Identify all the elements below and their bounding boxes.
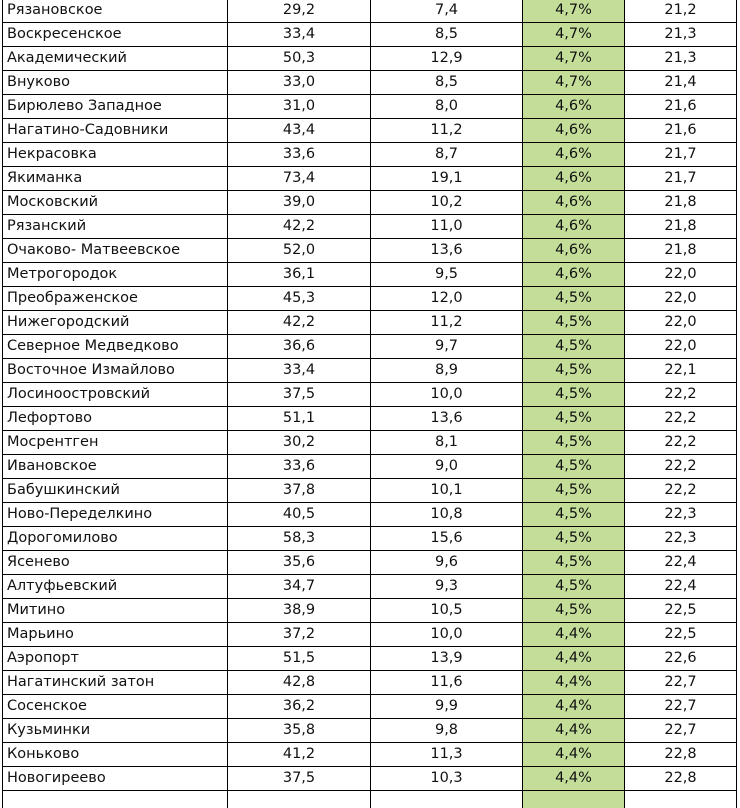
value-cell-2: 42,2 [228, 311, 371, 335]
value-cell-2: 50,3 [228, 47, 371, 71]
value-cell-3: 13,6 [371, 239, 523, 263]
value-cell-3: 11,3 [371, 743, 523, 767]
percent-cell: 4,6% [523, 167, 625, 191]
value-cell-2: 33,0 [228, 71, 371, 95]
percent-cell: 4,5% [523, 551, 625, 575]
table-row [3, 695, 737, 719]
table-row [3, 335, 737, 359]
percent-cell: 4,5% [523, 383, 625, 407]
table-row [3, 359, 737, 383]
value-cell-5: 21,3 [625, 47, 737, 71]
value-cell-5: 22,7 [625, 719, 737, 743]
percent-cell: 4,5% [523, 503, 625, 527]
district-name-cell: Воскресенское [3, 23, 228, 47]
value-cell-5: 21,8 [625, 239, 737, 263]
value-cell-3: 19,1 [371, 167, 523, 191]
value-cell-2: 37,8 [228, 479, 371, 503]
percent-cell: 4,5% [523, 407, 625, 431]
value-cell-5: 22,4 [625, 551, 737, 575]
district-name-cell: Северное Медведково [3, 335, 228, 359]
value-cell-2: 36,2 [228, 695, 371, 719]
table-row [3, 23, 737, 47]
district-name-cell: Бабушкинский [3, 479, 228, 503]
value-cell-3: 8,0 [371, 95, 523, 119]
value-cell-2: 33,6 [228, 455, 371, 479]
value-cell-3: 10,0 [371, 623, 523, 647]
percent-cell: 4,5% [523, 311, 625, 335]
table-row [3, 431, 737, 455]
district-name-cell: Митино [3, 599, 228, 623]
percent-cell: 4,5% [523, 455, 625, 479]
value-cell-5: 22,8 [625, 743, 737, 767]
value-cell-5: 22,3 [625, 527, 737, 551]
value-cell-5: 22,0 [625, 311, 737, 335]
value-cell-5: 22,8 [625, 767, 737, 791]
value-cell-2: 33,4 [228, 359, 371, 383]
table-row [3, 719, 737, 743]
percent-cell: 4,4% [523, 695, 625, 719]
district-name-cell: Некрасовка [3, 143, 228, 167]
value-cell-5: 22,6 [625, 647, 737, 671]
value-cell-2: 40,5 [228, 503, 371, 527]
percent-cell: 4,7% [523, 0, 625, 23]
district-name-cell: Очаково- Матвеевское [3, 239, 228, 263]
value-cell-5: 22,2 [625, 383, 737, 407]
value-cell-3: 10,1 [371, 479, 523, 503]
district-name-cell: Новогиреево [3, 767, 228, 791]
percent-cell: 4,7% [523, 47, 625, 71]
table-row [3, 527, 737, 551]
table-row [3, 71, 737, 95]
value-cell-2: 36,6 [228, 335, 371, 359]
value-cell-3: 10,3 [371, 767, 523, 791]
percent-cell: 4,4% [523, 623, 625, 647]
value-cell-5: 22,3 [625, 503, 737, 527]
district-name-cell: Нагатинский затон [3, 671, 228, 695]
percent-cell: 4,4% [523, 767, 625, 791]
table-row [3, 119, 737, 143]
district-name-cell: Метрогородок [3, 263, 228, 287]
percent-cell: 4,4% [523, 647, 625, 671]
table-row [3, 767, 737, 791]
value-cell-2: 39,0 [228, 191, 371, 215]
table-row [3, 479, 737, 503]
district-name-cell: Восточное Измайлово [3, 359, 228, 383]
value-cell-2: 43,4 [228, 119, 371, 143]
table-row [3, 623, 737, 647]
district-name-cell: Сосенское [3, 695, 228, 719]
value-cell-2: 35,6 [228, 551, 371, 575]
value-cell-5: 22,5 [625, 623, 737, 647]
table-row [3, 383, 737, 407]
value-cell-2: 37,5 [228, 767, 371, 791]
value-cell-3: 12,0 [371, 287, 523, 311]
value-cell-2: 42,2 [228, 215, 371, 239]
value-cell-3: 10,8 [371, 503, 523, 527]
value-cell-2: 45,3 [228, 287, 371, 311]
value-cell-5: 22,2 [625, 431, 737, 455]
value-cell-3 [371, 791, 523, 808]
value-cell-2: 29,2 [228, 0, 371, 23]
percent-cell: 4,6% [523, 239, 625, 263]
value-cell-2: 51,1 [228, 407, 371, 431]
district-name-cell: Внуково [3, 71, 228, 95]
percent-cell: 4,6% [523, 119, 625, 143]
table-row [3, 239, 737, 263]
table-row [3, 743, 737, 767]
district-name-cell: Якиманка [3, 167, 228, 191]
value-cell-5: 21,6 [625, 95, 737, 119]
value-cell-2: 31,0 [228, 95, 371, 119]
value-cell-5: 21,7 [625, 167, 737, 191]
value-cell-5: 22,7 [625, 671, 737, 695]
value-cell-2: 37,2 [228, 623, 371, 647]
value-cell-2 [228, 791, 371, 808]
value-cell-5: 22,1 [625, 359, 737, 383]
percent-cell: 4,4% [523, 743, 625, 767]
percent-cell: 4,6% [523, 191, 625, 215]
table-row [3, 215, 737, 239]
table-row [3, 311, 737, 335]
value-cell-3: 10,5 [371, 599, 523, 623]
value-cell-3: 13,6 [371, 407, 523, 431]
table-row [3, 95, 737, 119]
value-cell-5: 22,4 [625, 575, 737, 599]
percent-cell: 4,4% [523, 719, 625, 743]
district-table [2, 0, 737, 808]
district-name-cell: Дорогомилово [3, 527, 228, 551]
value-cell-2: 38,9 [228, 599, 371, 623]
percent-cell: 4,4% [523, 671, 625, 695]
value-cell-2: 73,4 [228, 167, 371, 191]
district-name-cell: Алтуфьевский [3, 575, 228, 599]
value-cell-3: 15,6 [371, 527, 523, 551]
value-cell-3: 9,3 [371, 575, 523, 599]
table-row [3, 599, 737, 623]
percent-cell: 4,5% [523, 359, 625, 383]
value-cell-2: 33,6 [228, 143, 371, 167]
value-cell-3: 11,0 [371, 215, 523, 239]
district-name-cell: Лосиноостровский [3, 383, 228, 407]
value-cell-5: 22,2 [625, 479, 737, 503]
value-cell-5 [625, 791, 737, 808]
value-cell-3: 8,5 [371, 23, 523, 47]
table-row [3, 455, 737, 479]
value-cell-5: 22,2 [625, 407, 737, 431]
value-cell-3: 8,1 [371, 431, 523, 455]
table-row [3, 287, 737, 311]
percent-cell [523, 791, 625, 808]
table-row [3, 263, 737, 287]
district-name-cell: Мосрентген [3, 431, 228, 455]
value-cell-2: 34,7 [228, 575, 371, 599]
district-name-cell: Аэропорт [3, 647, 228, 671]
value-cell-3: 13,9 [371, 647, 523, 671]
table-row [3, 575, 737, 599]
percent-cell: 4,5% [523, 599, 625, 623]
percent-cell: 4,5% [523, 479, 625, 503]
value-cell-3: 8,7 [371, 143, 523, 167]
value-cell-3: 11,2 [371, 119, 523, 143]
value-cell-3: 11,6 [371, 671, 523, 695]
district-name-cell: Московский [3, 191, 228, 215]
value-cell-5: 22,0 [625, 263, 737, 287]
value-cell-5: 21,7 [625, 143, 737, 167]
percent-cell: 4,5% [523, 575, 625, 599]
district-name-cell: Академический [3, 47, 228, 71]
value-cell-5: 21,2 [625, 0, 737, 23]
value-cell-5: 22,2 [625, 455, 737, 479]
value-cell-3: 10,2 [371, 191, 523, 215]
value-cell-3: 12,9 [371, 47, 523, 71]
table-row [3, 647, 737, 671]
percent-cell: 4,6% [523, 263, 625, 287]
table-body [3, 0, 737, 808]
value-cell-2: 35,8 [228, 719, 371, 743]
value-cell-3: 8,5 [371, 71, 523, 95]
table-row [3, 47, 737, 71]
value-cell-3: 10,0 [371, 383, 523, 407]
value-cell-5: 21,8 [625, 191, 737, 215]
district-name-cell: Рязанский [3, 215, 228, 239]
value-cell-3: 9,0 [371, 455, 523, 479]
value-cell-2: 58,3 [228, 527, 371, 551]
district-name-cell: Ново-Переделкино [3, 503, 228, 527]
table-row [3, 551, 737, 575]
district-name-cell [3, 791, 228, 808]
district-name-cell: Нагатино-Садовники [3, 119, 228, 143]
district-name-cell: Кузьминки [3, 719, 228, 743]
district-name-cell: Бирюлево Западное [3, 95, 228, 119]
table-row [3, 503, 737, 527]
value-cell-3: 7,4 [371, 0, 523, 23]
value-cell-5: 21,8 [625, 215, 737, 239]
table-row [3, 167, 737, 191]
percent-cell: 4,7% [523, 23, 625, 47]
district-name-cell: Ивановское [3, 455, 228, 479]
value-cell-2: 51,5 [228, 647, 371, 671]
value-cell-3: 9,9 [371, 695, 523, 719]
percent-cell: 4,5% [523, 287, 625, 311]
value-cell-3: 9,6 [371, 551, 523, 575]
percent-cell: 4,6% [523, 95, 625, 119]
district-name-cell: Коньково [3, 743, 228, 767]
value-cell-2: 30,2 [228, 431, 371, 455]
district-name-cell: Преображенское [3, 287, 228, 311]
district-name-cell: Ясенево [3, 551, 228, 575]
value-cell-5: 21,4 [625, 71, 737, 95]
table-row [3, 191, 737, 215]
percent-cell: 4,5% [523, 335, 625, 359]
value-cell-5: 21,6 [625, 119, 737, 143]
value-cell-2: 33,4 [228, 23, 371, 47]
value-cell-2: 52,0 [228, 239, 371, 263]
value-cell-5: 21,3 [625, 23, 737, 47]
value-cell-3: 11,2 [371, 311, 523, 335]
district-name-cell: Марьино [3, 623, 228, 647]
percent-cell: 4,5% [523, 527, 625, 551]
district-name-cell: Лефортово [3, 407, 228, 431]
table-row [3, 671, 737, 695]
value-cell-5: 22,0 [625, 335, 737, 359]
value-cell-2: 42,8 [228, 671, 371, 695]
value-cell-5: 22,7 [625, 695, 737, 719]
table-row [3, 791, 737, 808]
table-row [3, 143, 737, 167]
value-cell-2: 36,1 [228, 263, 371, 287]
value-cell-2: 41,2 [228, 743, 371, 767]
value-cell-5: 22,5 [625, 599, 737, 623]
value-cell-3: 9,8 [371, 719, 523, 743]
percent-cell: 4,6% [523, 215, 625, 239]
value-cell-3: 9,5 [371, 263, 523, 287]
table-row [3, 0, 737, 23]
district-name-cell: Нижегородский [3, 311, 228, 335]
percent-cell: 4,6% [523, 143, 625, 167]
percent-cell: 4,7% [523, 71, 625, 95]
value-cell-5: 22,0 [625, 287, 737, 311]
percent-cell: 4,5% [523, 431, 625, 455]
value-cell-2: 37,5 [228, 383, 371, 407]
district-name-cell: Рязановское [3, 0, 228, 23]
table-row [3, 407, 737, 431]
value-cell-3: 9,7 [371, 335, 523, 359]
value-cell-3: 8,9 [371, 359, 523, 383]
